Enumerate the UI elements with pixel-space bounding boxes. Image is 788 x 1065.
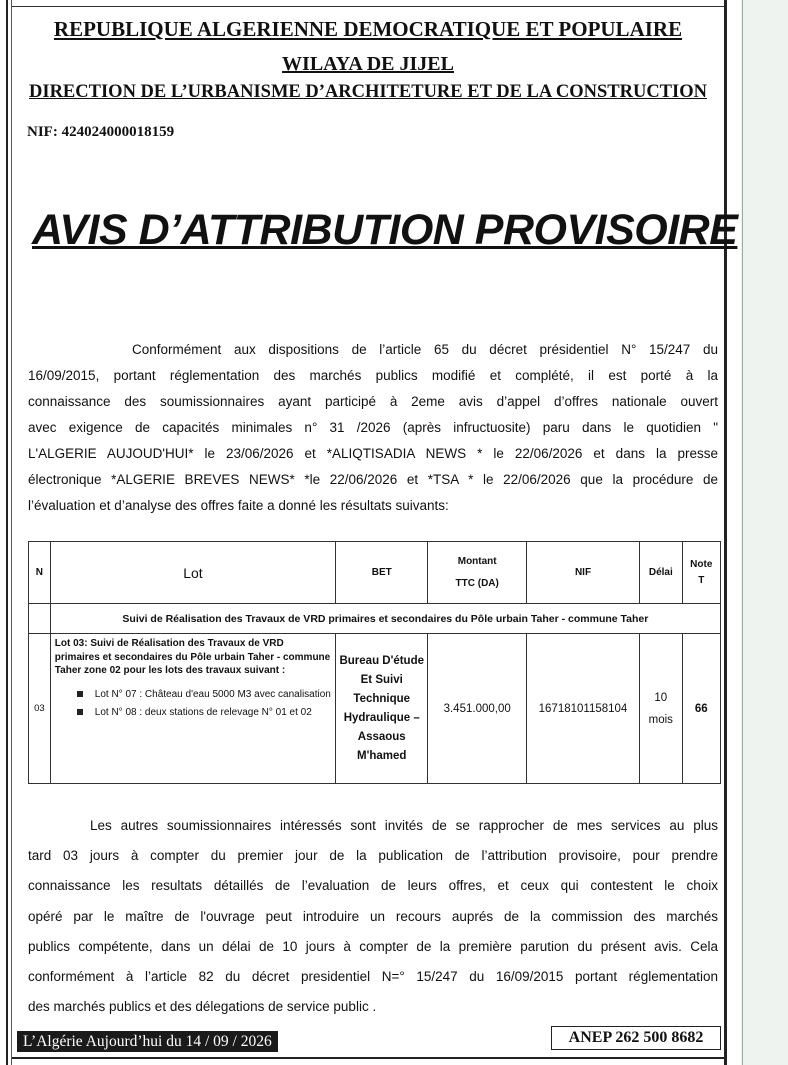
- closing-line: des marchés publics et des délegations de service public .: [28, 999, 377, 1015]
- row-number: 03: [29, 634, 51, 784]
- row-lot-item: [55, 688, 331, 702]
- closing-line: connaissance les resultats détaillés de l’evaluation de leurs offres, et ceux qui contestent le choix: [28, 878, 718, 894]
- frame-border-right: [724, 0, 727, 1065]
- header-nif: NIF: 424024000018159: [27, 124, 175, 140]
- col-header-montant-line2: TTC (DA): [455, 577, 499, 589]
- col-header-note-line2: T: [698, 574, 705, 586]
- closing-line: publics compétente, dans un délai de 10 jours à compter de la première parution du présent avis. Cela: [28, 938, 718, 954]
- bullet-icon: [77, 691, 83, 697]
- col-header-n: N: [29, 542, 51, 604]
- col-header-note-line1: Note: [690, 558, 713, 570]
- row-delai-unit: mois: [648, 713, 673, 726]
- table-section-row: [29, 604, 721, 634]
- intro-line: L'ALGERIE AUJOUD'HUI* le 23/06/2026 et *ALIQTISADIA NEWS * le 22/06/2026 et dans la presse: [28, 446, 718, 461]
- results-table: [28, 541, 721, 784]
- intro-line: connaissance des soumissionnaires ayant participé à 2eme avis d’appel d’offres nationale ouvert: [28, 394, 718, 409]
- row-delai-value: 10: [654, 691, 668, 704]
- bullet-icon: [77, 709, 83, 715]
- intro-paragraph: [28, 337, 718, 519]
- row-montant: 3.451.000,00: [428, 634, 527, 784]
- section-title: Suivi de Réalisation des Travaux de VRD primaires et secondaires du Pôle urbain Taher - commune Taher: [50, 604, 720, 634]
- frame-border-left: [6, 0, 8, 1065]
- table-row: [29, 634, 721, 784]
- frame-border-left-inner: [11, 0, 12, 1065]
- row-note: 66: [682, 634, 720, 784]
- notice-title: AVIS D’ATTRIBUTION PROVISOIRE: [32, 206, 738, 254]
- table-header-row: [29, 542, 721, 604]
- row-lot-item-text: Lot N° 08 : deux stations de relevage N° 01 et 02: [94, 706, 312, 718]
- closing-paragraph: [28, 811, 718, 1022]
- intro-line: électronique *ALGERIE BREVES NEWS* *le 22/06/2026 et *TSA * le 22/06/2026 que la procédure de: [28, 472, 718, 487]
- row-bet: Bureau D'étude Et Suivi Technique Hydraulique – Assaous M'hamed: [336, 634, 428, 784]
- adjacent-column-edge: [742, 0, 743, 1065]
- row-lot-description: Lot 03: Suivi de Réalisation des Travaux de VRD primaires et secondaires du Pôle urbain Taher - commune Taher zone 02 pour les lots des travaux suivant :: [54, 638, 331, 676]
- row-lot-cell: [50, 634, 335, 784]
- header-wilaya: WILAYA DE JIJEL: [282, 53, 454, 75]
- col-header-nif: NIF: [526, 542, 639, 604]
- col-header-note: [682, 542, 720, 604]
- closing-line: opéré par le maître de l'ouvrage peut introduire un recours auprés de la commission des marchés: [28, 908, 718, 924]
- intro-line: Conformément aux dispositions de l’article 65 du décret présidentiel N° 15/247 du: [132, 342, 718, 357]
- publication-footer: L’Algérie Aujourd’hui du 14 / 09 / 2026: [17, 1031, 278, 1052]
- closing-line: conformément à l’article 82 du décret presidentiel N=° 15/247 du 16/09/2015 portant réglementation: [28, 968, 718, 984]
- adjacent-column-strip: [741, 0, 788, 1065]
- row-delai: [640, 634, 683, 784]
- intro-line: l’évaluation et d’analyse des offres faite a donné les résultats suivants:: [28, 498, 449, 513]
- anep-reference: ANEP 262 500 8682: [551, 1026, 721, 1050]
- row-lot-item: [55, 706, 331, 720]
- col-header-delai: Délai: [640, 542, 683, 604]
- col-header-bet: BET: [336, 542, 428, 604]
- header-direction: DIRECTION DE L’URBANISME D’ARCHITETURE ET DE LA CONSTRUCTION: [29, 82, 707, 102]
- frame-border-top: [12, 6, 724, 7]
- row-nif: 16718101158104: [526, 634, 639, 784]
- col-header-montant: [428, 542, 527, 604]
- row-lot-item-text: Lot N° 07 : Château d'eau 5000 M3 avec canalisation: [94, 688, 331, 700]
- intro-line: 16/09/2015, portant réglementation des marchés publics modifié et complété, il est porté à la: [28, 368, 718, 383]
- header-republic: REPUBLIQUE ALGERIENNE DEMOCRATIQUE ET POPULAIRE: [53, 17, 683, 41]
- closing-line: tard 03 jours à compter du premier jour de la publication de l’attribution provisoire, pour prendre: [28, 848, 718, 864]
- col-header-lot: Lot: [50, 542, 335, 604]
- section-empty-cell: [29, 604, 51, 634]
- closing-line: Les autres soumissionnaires intéressés sont invités de se rapprocher de mes services au plus: [90, 818, 718, 833]
- frame-border-bottom: [12, 1057, 724, 1059]
- intro-line: avec exigence de capacités minimales n° 31 /2026 (après infructuosite) paru dans le quotidien ": [28, 420, 718, 435]
- col-header-montant-line1: Montant: [457, 555, 497, 567]
